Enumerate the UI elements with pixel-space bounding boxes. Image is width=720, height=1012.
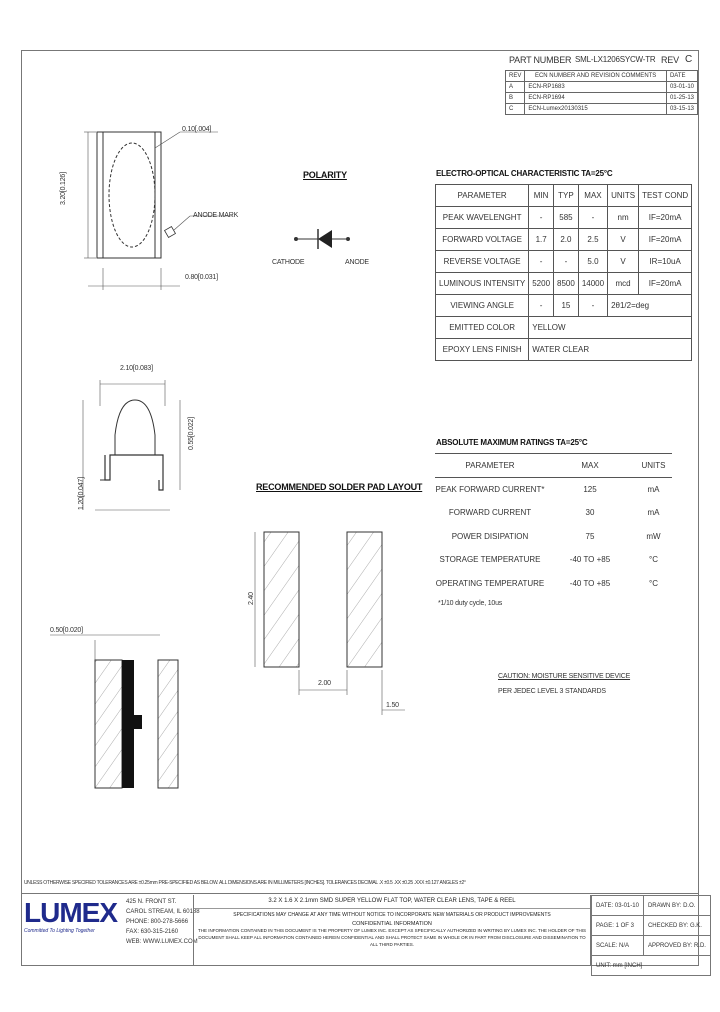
table-row: FORWARD VOLTAGE 1.7 2.0 2.5 V IF=20mA	[436, 229, 692, 251]
date-col-header: DATE	[666, 71, 697, 82]
part-number-label: PART NUMBER	[509, 55, 572, 65]
table-row: LUMINOUS INTENSITY 5200 8500 14000 mcd IF=20mA	[436, 273, 692, 295]
caution-line-1: CAUTION: MOISTURE SENSITIVE DEVICE	[498, 673, 631, 680]
table-row: B ECN-RP1694 01-25-13	[506, 93, 698, 104]
side-left-dim: 1.20[0.047]	[78, 477, 85, 510]
anode-mark-label: ANODE MARK	[193, 212, 239, 219]
lumex-tagline: Committed To Lighting Together	[24, 928, 95, 934]
diode-symbol-icon	[290, 225, 360, 253]
table-row: OPERATING TEMPERATURE -40 TO +85 °C	[435, 578, 658, 588]
bottom-view-dim: 0.50[0.020]	[50, 627, 83, 634]
rev-label: REV	[661, 55, 679, 65]
confidential-text: THE INFORMATION CONTAINED IN THIS DOCUMENT IS THE PROPERTY OF LUMEX INC. EXCEPT AS SPECIFICALLY AUTHORIZED IN WRITING BY LUMEX INC. THE HOLDER OF THIS DOCUMENT SHALL KEEP ALL INFORMATION CONTAINED HEREIN CONFIDENTIAL AND SHALL PROTECT SAME IN WHOLE OR IN PART FROM DISCLOSURE AND DISSEMINATION TO ALL THIRD PARTIES.	[198, 928, 586, 947]
logo	[24, 898, 120, 934]
side-top-dim: 2.10[0.083]	[120, 365, 153, 372]
table-row: EMITTED COLOR YELLOW	[436, 317, 692, 339]
confidential-title: CONFIDENTIAL INFORMATION	[352, 921, 432, 927]
abs-table	[435, 454, 672, 595]
table-row: EPOXY LENS FINISH WATER CLEAR	[436, 339, 692, 361]
polarity-title: POLARITY	[303, 170, 347, 180]
table-row: A ECN-RP1683 03-01-10	[506, 82, 698, 93]
table-row: C ECN-Lumex20130315 03-15-13	[506, 104, 698, 115]
rev-value: C	[685, 54, 693, 65]
spec-note: SPECIFICATIONS MAY CHANGE AT ANY TIME WITHOUT NOTICE TO INCORPORATE NEW MATERIALS OR PRODUCT IMPROVEMENTS	[194, 908, 590, 918]
table-row: REVERSE VOLTAGE - - 5.0 V IR=10uA	[436, 251, 692, 273]
side-right-dim: 0.55[0.022]	[188, 417, 195, 450]
solder-pad-drawing	[245, 520, 410, 720]
table-row: PEAK FORWARD CURRENT* 125 mA	[435, 485, 660, 494]
abs-col-parameter: PARAMETER	[435, 454, 545, 478]
part-number-value: SML-LX1206SYCW-TR	[575, 55, 656, 64]
pad-width-dim: 1.50	[386, 702, 399, 709]
cathode-label: CATHODE	[272, 259, 305, 266]
title-description-box	[193, 895, 591, 965]
eo-col-min: MIN	[529, 185, 554, 207]
side-dim-label: 3.20[0.126]	[60, 172, 67, 205]
anode-label: ANODE	[345, 259, 369, 266]
table-row: VIEWING ANGLE - 15 - 2θ1/2=deg	[436, 295, 692, 317]
eo-table	[435, 184, 692, 361]
table-row: POWER DISIPATION 75 mW	[451, 531, 661, 541]
pad-height-dim: 2.40	[248, 592, 255, 605]
eo-col-units: UNITS	[608, 185, 639, 207]
lumex-logo: LUMEX	[24, 897, 117, 928]
pad-gap-dim: 2.00	[318, 680, 331, 687]
table-row: FORWARD CURRENT 30 mA	[448, 508, 660, 518]
table-row: PEAK WAVELENGHT - 585 - nm IF=20mA	[436, 207, 692, 229]
company-address: 425 N. FRONT ST. CAROL STREAM, IL 60188 PHONE: 800-278-5666 FAX: 630-315-2160 WEB: WWW.LUMEX.COM	[126, 899, 200, 945]
abs-col-units: UNITS	[635, 454, 672, 478]
top-dim-label: 0.10[.004]	[182, 126, 212, 133]
eo-table-title: ELECTRO-OPTICAL CHARACTERISTIC TA=25°C	[436, 169, 613, 178]
title-info-table: DATE: 03-01-10 DRAWN BY: D.O. PAGE: 1 OF 3 CHECKED BY: G.K. SCALE: N/A APPROVED BY: R.D. UNIT: mm [INCH]	[591, 895, 711, 976]
bottom-dim-label: 0.80[0.031]	[185, 274, 218, 281]
abs-footnote: *1/10 duty cycle, 10us	[438, 600, 503, 607]
eo-col-typ: TYP	[554, 185, 579, 207]
solder-pad-title: RECOMMENDED SOLDER PAD LAYOUT	[256, 482, 423, 492]
eo-col-parameter: PARAMETER	[436, 185, 529, 207]
part-number-header	[505, 52, 698, 70]
rev-col-header: REV	[506, 71, 525, 82]
eo-col-test-cond: TEST COND	[639, 185, 692, 207]
abs-col-max: MAX	[545, 454, 635, 478]
tolerance-note: UNLESS OTHERWISE SPECIFIED TOLERANCES ARE ±0.25mm PRE-SPECIFIED AS BELOW. ALL DIMENSIONS ARE IN MILLIMETERS [INCHES]. TOLERANCES DECIMAL .X ±0.5 .XX ±0.25 .XXX ±0.127 ANGLES ±2°	[24, 880, 466, 886]
eo-col-max: MAX	[578, 185, 607, 207]
comments-col-header: ECN NUMBER AND REVISION COMMENTS	[525, 71, 667, 82]
bottom-view-drawing	[40, 615, 190, 795]
title-description: 3.2 X 1.6 X 2.1mm SMD SUPER YELLOW FLAT TOP, WATER CLEAR LENS, TAPE & REEL	[268, 898, 516, 904]
abs-table-title: ABSOLUTE MAXIMUM RATINGS TA=25°C	[436, 438, 588, 447]
top-view-drawing	[40, 118, 240, 293]
revision-table	[505, 70, 698, 115]
table-row: STORAGE TEMPERATURE -40 TO +85 °C	[439, 555, 658, 565]
caution-line-2: PER JEDEC LEVEL 3 STANDARDS	[498, 688, 606, 695]
